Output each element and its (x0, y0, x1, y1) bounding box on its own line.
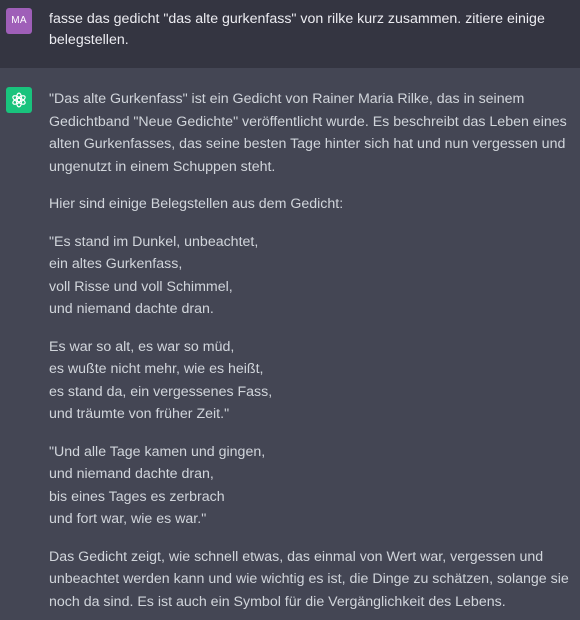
user-avatar: MA (6, 8, 32, 34)
assistant-paragraph-citations-intro: Hier sind einige Belegstellen aus dem Gedicht: (49, 196, 344, 212)
poem-stanza-2: Es war so alt, es war so müd, es wußte nicht mehr, wie es heißt, es stand da, ein vergessenes Fass, und träumte von früher Zeit." (49, 338, 273, 422)
assistant-message-row (0, 68, 580, 620)
assistant-paragraph-summary: "Das alte Gurkenfass" ist ein Gedicht von Rainer Maria Rilke, das in seinem Gedichtband "Neue Gedichte" veröffentlicht wurde. Es beschreibt das Leben eines alten Gurkenfasses, das seine besten Tage hinter sich hat und nun vergessen und ungenutzt in einem Schuppen steht. (49, 91, 567, 175)
assistant-paragraph-conclusion: Das Gedicht zeigt, wie schnell etwas, das einmal von Wert war, vergessen und unbeachtet werden kann und wie wichtig es ist, die Dinge zu schätzen, solange sie noch da sind. Es ist auch ein Symbol für die Vergänglichkeit des Lebens. (49, 548, 569, 610)
poem-stanza-3: "Und alle Tage kamen und gingen, und niemand dachte dran, bis eines Tages es zerbrach und fort war, wie es war." (49, 443, 266, 527)
user-message-row (0, 0, 580, 69)
openai-logo-icon (6, 87, 32, 113)
user-message-text: fasse das gedicht "das alte gurkenfass" von rilke kurz zusammen. zitiere einige belegstellen. (49, 11, 545, 48)
poem-stanza-1: "Es stand im Dunkel, unbeachtet, ein altes Gurkenfass, voll Risse und voll Schimmel, und niemand dachte dran. (49, 233, 259, 317)
assistant-message-content (49, 88, 577, 613)
